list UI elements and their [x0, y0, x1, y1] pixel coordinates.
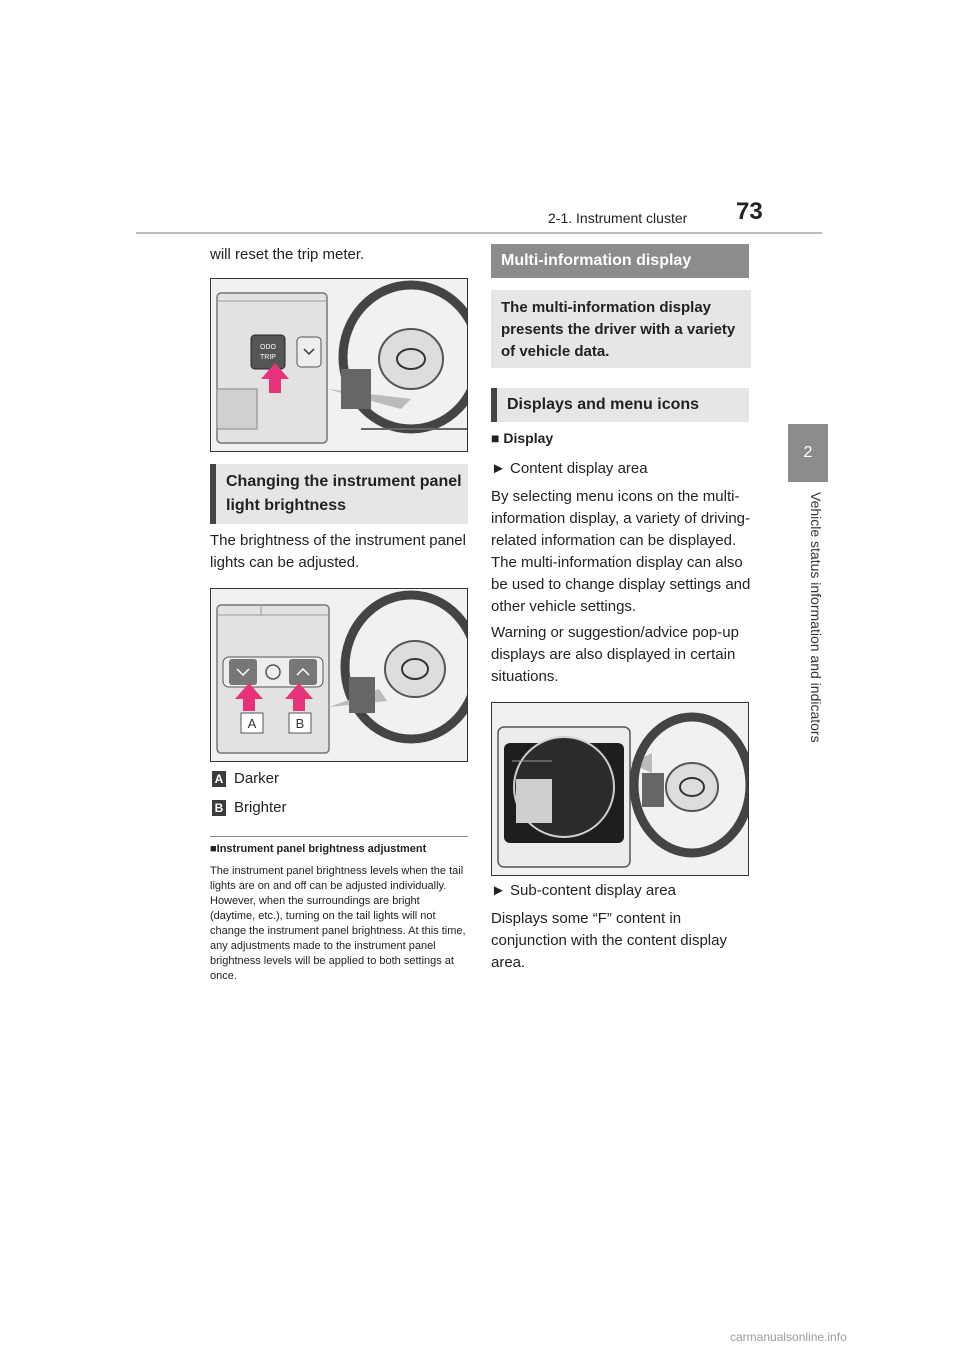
para-content-display: By selecting menu icons on the multi-information display, a variety of driving-related information can be displayed. The multi-information display can also be used to change display settings and other vehicle settings. [491, 488, 751, 615]
multi-info-display-figure [491, 702, 749, 876]
bullet-content-display [491, 458, 648, 480]
legend-text-a: Darker [234, 770, 280, 787]
odo-trip-figure [210, 278, 468, 452]
square-bullet-icon: ■ [210, 843, 217, 855]
brightness-buttons-figure [210, 588, 468, 762]
section-title: 2-1. Instrument cluster [548, 210, 688, 226]
square-bullet-icon: ■ [491, 430, 504, 446]
sub-description: The instrument panel brightness levels when the tail lights are on and off can be adjusted individually. However, when the surroundings are bright (daytime, etc.), turning on the tail lights will not change the instrument panel brightness. At this time, any adjustments made to the instrument panel brightness levels will be applied to both settings at once. [210, 865, 466, 982]
bullet-sub-content [491, 880, 676, 902]
heading-menu-icons: Displays and menu icons [491, 388, 749, 422]
legend-text-b: Brighter [234, 799, 287, 816]
figure-label-a: A [247, 716, 257, 731]
sub-heading-divider [210, 836, 468, 837]
bullet-sub-content-label: Sub-content display area [510, 882, 676, 899]
multi-info-intro: The multi-information display presents the driver with a variety of vehicle data. [491, 290, 751, 368]
brightness-description: The brightness of the instrument panel lights can be adjusted. [210, 532, 466, 571]
legend-letter-a: A [212, 771, 226, 787]
intro-text: will reset the trip meter. [210, 246, 365, 263]
legend-letter-b: B [212, 800, 226, 816]
para-popup: Warning or suggestion/advice pop-up displays are also displayed in certain situations. [491, 624, 739, 685]
chapter-title: Vehicle status information and indicators [808, 492, 824, 743]
sub-heading [210, 843, 472, 855]
triangle-bullet-icon: ► [491, 460, 511, 477]
sub-heading-label: Instrument panel brightness adjustment [216, 843, 427, 855]
heading-brightness: Changing the instrument panel light brightness [210, 464, 468, 524]
brightness-buttons-illustration [211, 589, 467, 761]
display-heading-label: Display [503, 430, 554, 446]
odo-label: ODO [260, 344, 276, 351]
trip-label: TRIP [260, 354, 276, 361]
page-number: 73 [736, 198, 763, 225]
header-divider [136, 232, 822, 234]
para-sub-content: Displays some “F” content in conjunction with the content display area. [491, 910, 727, 971]
triangle-bullet-icon: ► [491, 882, 511, 899]
chapter-tab: 2 [788, 424, 828, 482]
display-heading [491, 430, 553, 446]
multi-info-display-illustration [492, 703, 748, 875]
heading-multi-info: Multi-information display [491, 244, 749, 278]
footer-watermark: carmanualsonline.info [730, 1330, 847, 1344]
figure-label-b: B [295, 716, 305, 731]
bullet-content-label: Content display area [510, 460, 648, 477]
odo-trip-illustration [211, 279, 467, 451]
